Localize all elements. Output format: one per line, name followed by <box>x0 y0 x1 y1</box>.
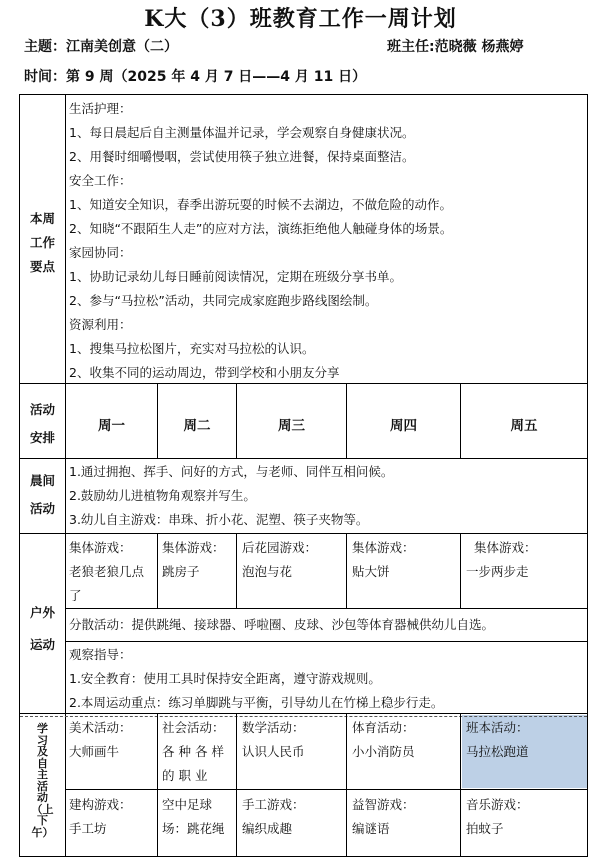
activity-type: 班本活动： <box>466 720 529 735</box>
learning-puzzle <box>352 793 460 841</box>
label-line: 要点 <box>29 259 55 274</box>
row-divider <box>66 789 587 790</box>
outdoor-section-label <box>20 597 65 661</box>
focus-line: 1、每日晨起后自主测量体温并记录，学会观察自身健康状况。 <box>69 125 415 140</box>
label-line: 学 <box>37 722 48 735</box>
label-line: 户外 <box>29 605 55 620</box>
game-type: 集体游戏： <box>69 540 132 555</box>
day-header-wednesday: 周三 <box>278 418 305 434</box>
outdoor-game-1 <box>69 536 156 608</box>
theme-label: 主题：江南美创意（二） <box>24 39 178 55</box>
focus-line: 2、知晓“不跟陌生人走”的应对方法，演练拒绝他人触碰身体的场景。 <box>69 221 453 236</box>
activity-type: 社会活动： <box>162 720 225 735</box>
learning-divider <box>346 714 347 856</box>
label-line: 午） <box>31 825 54 839</box>
outdoor-game-2 <box>162 536 236 584</box>
learning-section-label <box>20 723 65 838</box>
outdoor-game-3 <box>242 536 346 584</box>
focus-line: 2、收集不同的运动周边，带到学校和小朋友分享 <box>69 365 340 380</box>
learning-art <box>69 716 156 764</box>
row-divider <box>66 641 587 642</box>
activity-name: 编谜语 <box>352 821 390 836</box>
learning-math <box>242 716 346 764</box>
game-name: 贴大饼 <box>352 564 390 579</box>
game-type: 集体游戏： <box>162 540 225 555</box>
scattered-text: 分散活动：提供跳绳、接球器、呼啦圈、皮球、沙包等体育器械供幼儿自选。 <box>69 617 495 632</box>
guidance-line: 2.本周运动重点：练习单脚跳与平衡，引导幼儿在竹梯上稳步行走。 <box>69 695 444 710</box>
row-divider <box>66 608 587 609</box>
label-line: 晨间 <box>29 473 55 488</box>
focus-line: 1、搜集马拉松图片，充实对马拉松的认识。 <box>69 341 315 356</box>
focus-content <box>69 97 584 385</box>
focus-line: 生活护理： <box>69 101 132 116</box>
game-type: 后花园游戏： <box>242 540 318 555</box>
activity-type: 手工游戏： <box>242 797 305 812</box>
activity-name: 各种各样的职业 <box>162 744 229 783</box>
activity-name: 大师画牛 <box>69 744 120 759</box>
learning-divider <box>157 714 158 856</box>
game-name: 泡泡与花 <box>242 564 293 579</box>
teachers-label: 班主任:范晓薇 杨燕婷 <box>387 39 524 55</box>
learning-music <box>466 793 586 841</box>
row-divider <box>20 533 587 534</box>
outdoor-game-5 <box>466 536 586 584</box>
morning-content <box>69 460 584 532</box>
label-line: （上 <box>31 802 54 816</box>
week-time-label: 时间：第 9 周（2025 年 4 月 7 日——4 月 11 日） <box>24 69 367 85</box>
game-name: 一步两步走 <box>466 564 529 579</box>
activity-name: 小小消防员 <box>352 744 415 759</box>
activity-type: 数学活动： <box>242 720 305 735</box>
game-divider <box>346 534 347 608</box>
morning-line: 2.鼓励幼儿进植物角观察并写生。 <box>69 488 256 503</box>
page-title: K大（3）班教育工作一周计划 <box>144 6 457 32</box>
activity-name: 马拉松跑道 <box>466 744 529 759</box>
game-name: 跳房子 <box>162 564 200 579</box>
activity-name: 认识人民币 <box>242 744 305 759</box>
focus-line: 1、协助记录幼儿每日睡前阅读情况，定期在班级分享书单。 <box>69 269 402 284</box>
label-line: 动 <box>37 791 48 804</box>
focus-line: 资源利用： <box>69 317 132 332</box>
learning-divider <box>460 714 461 856</box>
game-divider <box>157 534 158 608</box>
guidance-line: 观察指导： <box>69 647 132 662</box>
learning-divider <box>236 714 237 856</box>
label-line: 习 <box>37 733 48 747</box>
label-line: 主 <box>37 768 48 781</box>
learning-social <box>162 716 234 788</box>
learning-construction <box>69 793 156 841</box>
activity-name: 拍蚊子 <box>466 821 504 836</box>
guidance-line: 1.安全教育：使用工具时保持安全距离，遵守游戏规则。 <box>69 671 381 686</box>
row-divider <box>20 458 587 459</box>
label-line: 自 <box>37 756 48 770</box>
day-header-tuesday: 周二 <box>183 418 211 434</box>
label-line: 下 <box>37 814 48 827</box>
morning-line: 1.通过拥抱、挥手、问好的方式，与老师、同伴互相问候。 <box>69 464 394 479</box>
game-divider <box>236 534 237 608</box>
day-header-friday: 周五 <box>510 418 538 434</box>
label-line: 活动 <box>29 501 55 516</box>
morning-line: 3.幼儿自主游戏：串珠、折小花、泥塑、筷子夹物等。 <box>69 512 369 527</box>
label-line: 运动 <box>29 637 55 652</box>
focus-section-label <box>20 207 65 279</box>
activity-name: 手工坊 <box>69 821 107 836</box>
label-line: 活 <box>37 779 48 793</box>
learning-class-activity <box>466 716 586 764</box>
activity-name: 场：跳花绳 <box>162 821 225 836</box>
outdoor-guidance <box>69 643 584 715</box>
day-header-monday: 周一 <box>98 418 125 434</box>
focus-line: 2、用餐时细嚼慢咽，尝试使用筷子独立进餐，保持桌面整洁。 <box>69 149 415 164</box>
label-line: 工作 <box>29 235 55 250</box>
focus-line: 1、知道安全知识，春季出游玩耍的时候不去湖边，不做危险的动作。 <box>69 197 452 212</box>
day-header-thursday: 周四 <box>390 418 417 434</box>
morning-section-label <box>20 467 65 523</box>
learning-handcraft <box>242 793 346 841</box>
learning-sports <box>352 716 460 764</box>
activity-type: 体育活动： <box>352 720 415 735</box>
outdoor-scattered <box>69 613 584 637</box>
label-line: 安排 <box>29 430 55 445</box>
label-line: 活动 <box>29 402 55 417</box>
activity-type: 空中足球 <box>162 797 213 812</box>
game-divider <box>460 534 461 608</box>
focus-line: 2、参与“马拉松”活动，共同完成家庭跑步路线图绘制。 <box>69 293 378 308</box>
outdoor-game-4 <box>352 536 460 584</box>
focus-line: 家园协同： <box>69 245 132 260</box>
label-line: 及 <box>37 745 48 758</box>
activity-type: 美术活动： <box>69 720 132 735</box>
learning-football <box>162 793 236 841</box>
activity-type: 建构游戏： <box>69 797 132 812</box>
game-name: 老狼老狼几点了 <box>69 564 145 603</box>
schedule-section-label <box>20 396 65 452</box>
activity-type: 音乐游戏： <box>466 797 529 812</box>
label-column-divider <box>65 95 66 856</box>
activity-name: 编织成趣 <box>242 821 293 836</box>
label-line: 本周 <box>29 211 55 226</box>
game-type: 集体游戏： <box>352 540 415 555</box>
game-type: 集体游戏： <box>474 540 537 555</box>
focus-line: 安全工作： <box>69 173 132 188</box>
activity-type: 益智游戏： <box>352 797 415 812</box>
